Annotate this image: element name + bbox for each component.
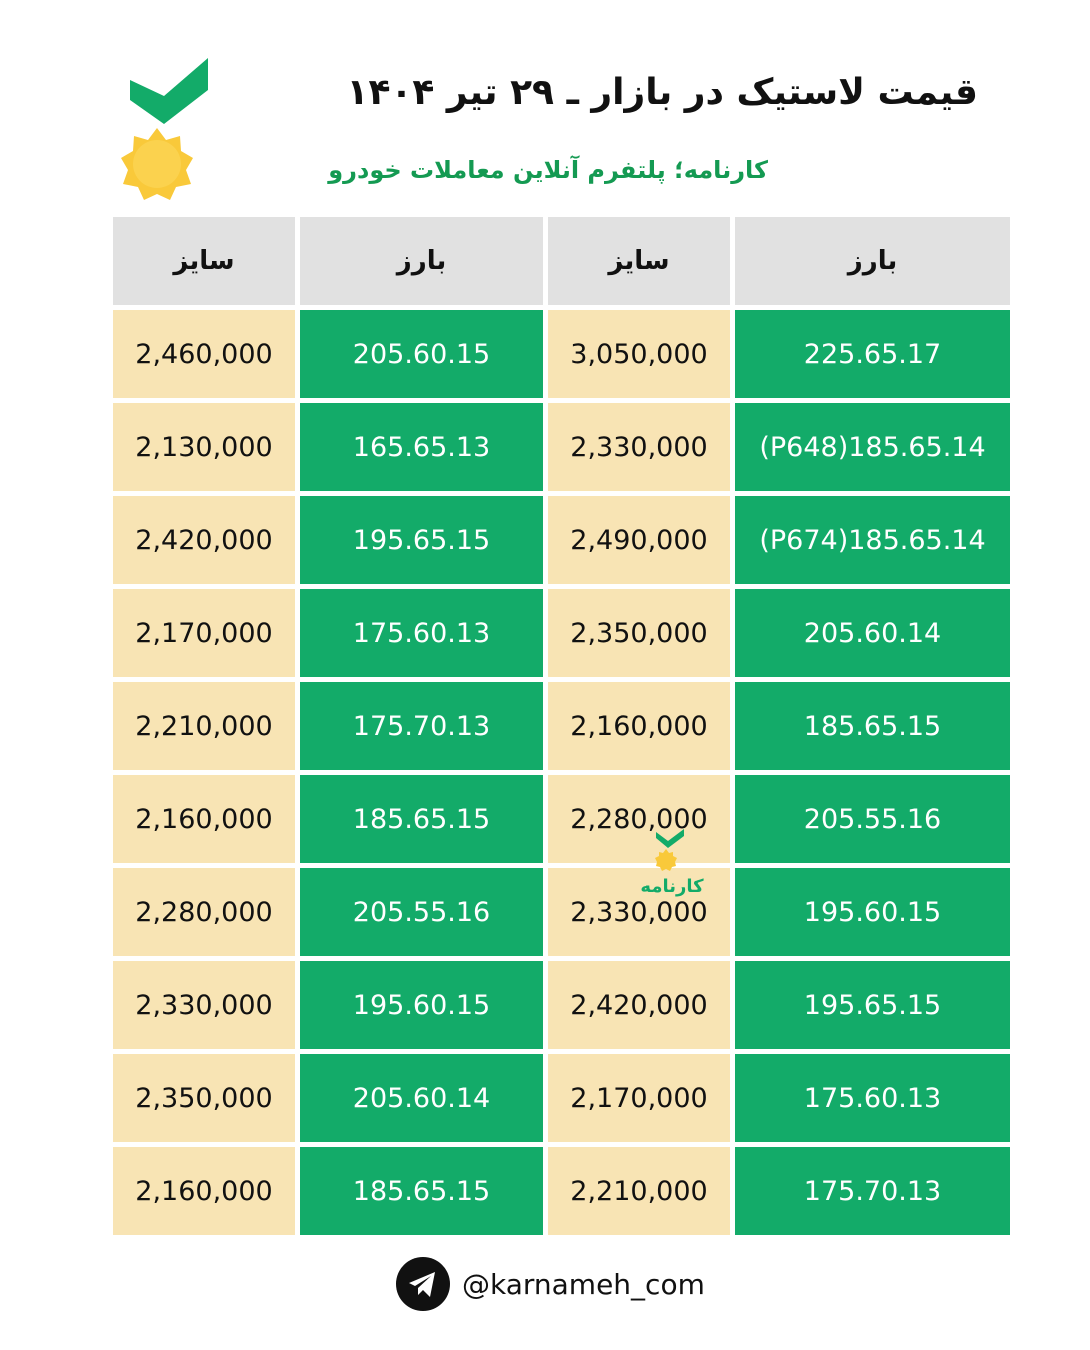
tire-size-cell: (P648)185.65.14	[735, 403, 1010, 491]
telegram-handle[interactable]: @karnameh_com	[462, 1267, 705, 1301]
watermark-checkmark-icon	[656, 829, 684, 848]
tire-size-cell: 185.65.15	[300, 1147, 543, 1235]
tire-size-cell: 185.65.15	[300, 775, 543, 863]
price-cell: 2,210,000	[113, 682, 295, 770]
tire-size-cell: 175.60.13	[735, 1054, 1010, 1142]
tire-size-cell: 185.65.15	[735, 682, 1010, 770]
karnameh-logo	[116, 52, 216, 202]
tire-size-cell: 195.65.15	[300, 496, 543, 584]
price-cell: 2,460,000	[113, 310, 295, 398]
price-cell: 2,420,000	[548, 961, 730, 1049]
tire-size-cell: 205.55.16	[300, 868, 543, 956]
column-header-barez: بارز	[300, 217, 543, 305]
medal-badge-icon	[121, 128, 193, 200]
tire-size-cell: 205.60.14	[300, 1054, 543, 1142]
tire-size-cell: 205.55.16	[735, 775, 1010, 863]
price-cell: 2,280,000	[113, 868, 295, 956]
price-cell: 3,050,000	[548, 310, 730, 398]
tire-size-cell: 225.65.17	[735, 310, 1010, 398]
price-cell: 2,160,000	[113, 775, 295, 863]
karnameh-watermark	[610, 826, 720, 898]
price-cell: 2,130,000	[113, 403, 295, 491]
price-cell: 2,350,000	[113, 1054, 295, 1142]
price-cell: 2,490,000	[548, 496, 730, 584]
tire-size-cell: 195.65.15	[735, 961, 1010, 1049]
tire-size-cell: 175.60.13	[300, 589, 543, 677]
price-cell: 2,330,000	[113, 961, 295, 1049]
tire-size-cell: 205.60.14	[735, 589, 1010, 677]
tire-price-table	[113, 217, 1005, 1237]
price-cell: 2,420,000	[113, 496, 295, 584]
tire-size-cell: 165.65.13	[300, 403, 543, 491]
tire-size-cell: 175.70.13	[735, 1147, 1010, 1235]
price-cell: 2,330,000	[548, 403, 730, 491]
price-cell: 2,350,000	[548, 589, 730, 677]
price-cell: 2,160,000	[548, 682, 730, 770]
tire-size-cell: (P674)185.65.14	[735, 496, 1010, 584]
price-cell: 2,330,000	[548, 868, 730, 956]
tire-size-cell: 205.60.15	[300, 310, 543, 398]
column-header-barez: بارز	[735, 217, 1010, 305]
column-header-size: سایز	[548, 217, 730, 305]
telegram-icon[interactable]	[396, 1257, 450, 1311]
checkmark-icon	[130, 58, 208, 124]
page-subtitle: کارنامه؛ پلتفرم آنلاین معاملات خودرو	[328, 156, 768, 184]
watermark-text: کارنامه	[640, 876, 704, 897]
price-cell: 2,160,000	[113, 1147, 295, 1235]
footer	[396, 1256, 705, 1312]
tire-size-cell: 195.60.15	[735, 868, 1010, 956]
price-cell: 2,170,000	[113, 589, 295, 677]
page-title: قیمت لاستیک در بازار ـ ۲۹ تیر ۱۴۰۴	[346, 72, 978, 113]
price-cell: 2,280,000	[548, 775, 730, 863]
column-header-size: سایز	[113, 217, 295, 305]
tire-size-cell: 195.60.15	[300, 961, 543, 1049]
tire-size-cell: 175.70.13	[300, 682, 543, 770]
price-cell: 2,170,000	[548, 1054, 730, 1142]
watermark-badge-icon	[655, 849, 677, 871]
price-cell: 2,210,000	[548, 1147, 730, 1235]
